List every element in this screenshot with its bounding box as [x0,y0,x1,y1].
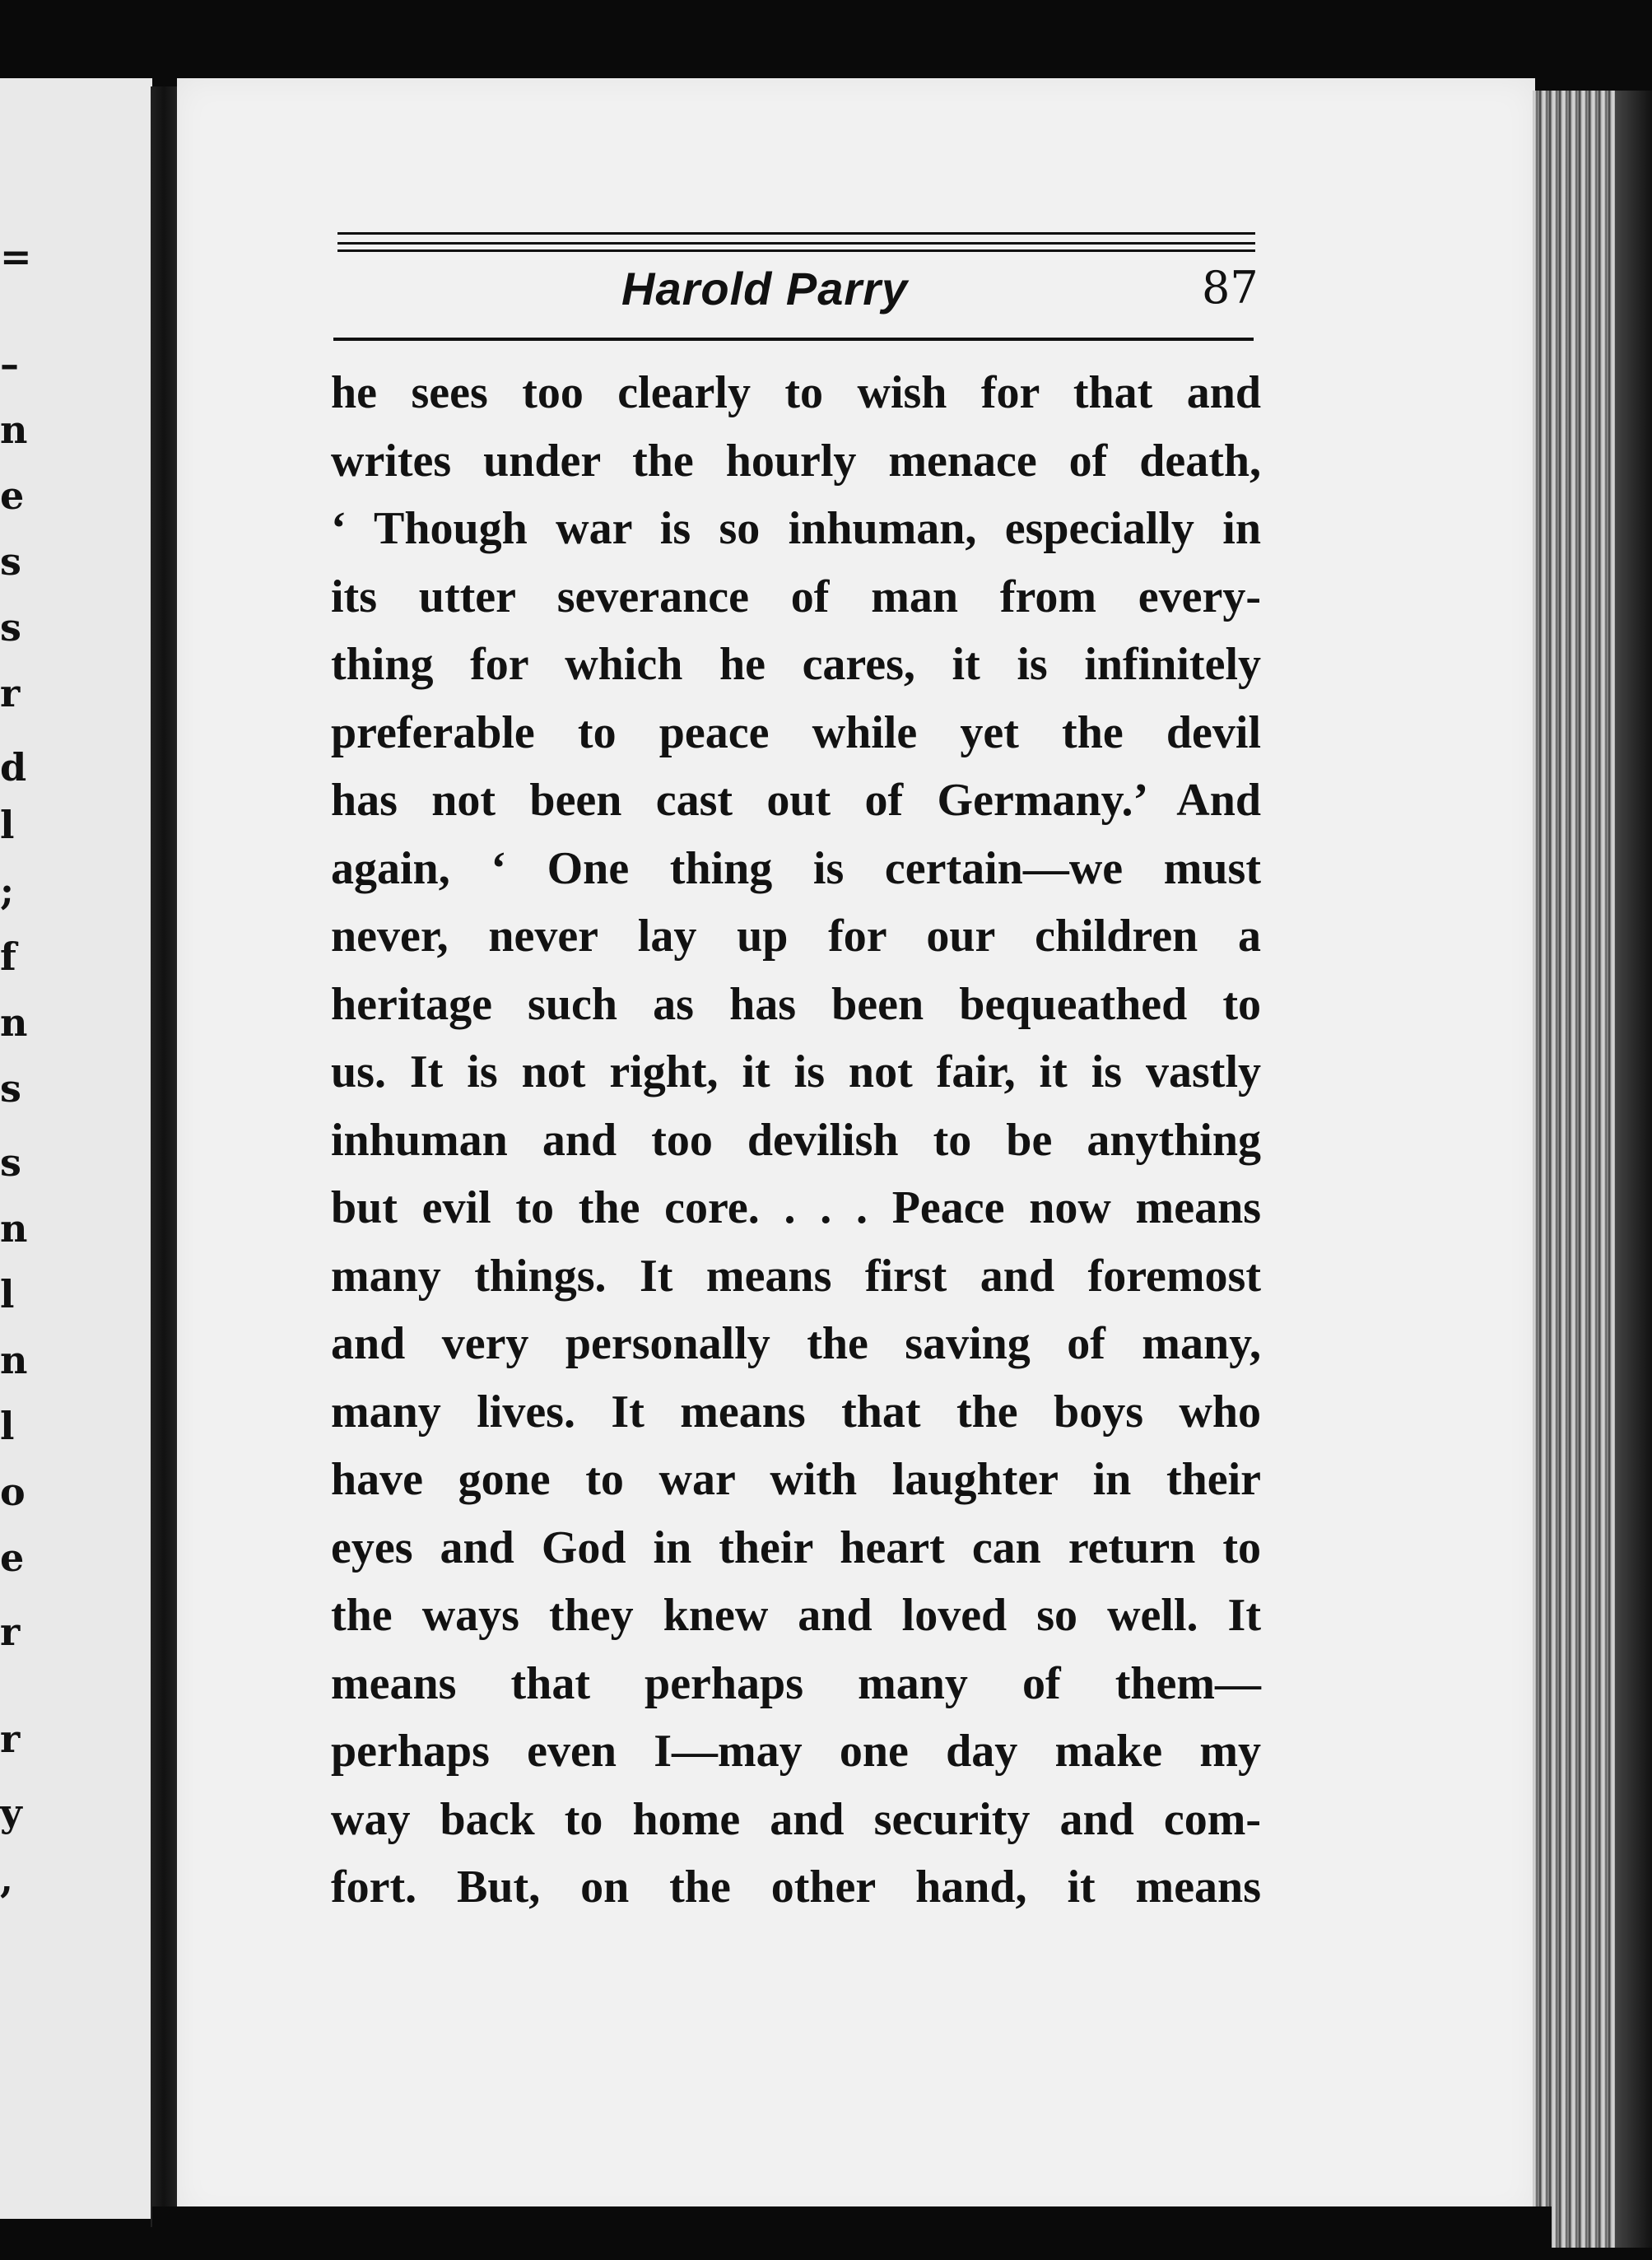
text-line: eyes and God in their heart can return to [331,1521,1261,1573]
left-page-fragment: s [0,605,21,650]
left-page-fragments [0,78,33,2219]
header-rule-third [337,249,1255,252]
header-rule-under [333,338,1254,341]
text-line: the ways they knew and loved so well. It [331,1590,1261,1641]
left-page-fragment: l [0,1272,15,1316]
left-page-fragment: ; [0,869,14,913]
left-page-fragment: n [0,1338,28,1382]
text-line: and very personally the saving of many, [331,1318,1261,1369]
left-page-fragment: e [0,1535,25,1580]
left-page-fragment: l [0,1404,15,1448]
left-page-fragment: r [0,671,21,715]
text-line: writes under the hourly menace of death, [331,435,1261,487]
text-line: perhaps even I—may one day make my [331,1726,1261,1777]
left-page-fragment: r [0,1610,21,1654]
text-line: many lives. It means that the boys who [331,1386,1261,1438]
bottom-shadow [152,2206,1552,2260]
text-line: heritage such as has been bequeathed to [331,978,1261,1030]
left-page-fragment: l [0,803,15,847]
left-page-fragment: – [0,342,19,386]
left-page-fragment: r [0,1717,21,1761]
left-page-fragment: n [0,408,28,452]
text-line: he sees too clearly to wish for that and [331,367,1261,418]
left-page-fragment: s [0,1140,21,1185]
left-page-fragment: o [0,1470,26,1514]
text-line: us. It is not right, it is not fair, it is vastly [331,1046,1261,1097]
left-page-fragment: s [0,1066,21,1111]
text-line: ‘ Though war is so inhuman, especially in [331,503,1261,554]
header-rule-double [337,232,1255,245]
left-page-fragment: n [0,1000,28,1045]
text-line: inhuman and too devilish to be anything [331,1114,1261,1166]
running-head: Harold Parry [621,263,909,315]
left-page-fragment: y [0,1791,22,1835]
text-line: have gone to war with laughter in their [331,1454,1261,1505]
left-page-edge [0,78,152,2219]
text-line: has not been cast out of Germany.’ And [331,775,1261,826]
left-page-fragment: = [0,235,32,279]
text-line: fort. But, on the other hand, it means [331,1862,1261,1913]
text-line: but evil to the core. . . . Peace now means [331,1182,1261,1233]
text-line: means that perhaps many of them— [331,1657,1261,1709]
text-line: preferable to peace while yet the devil [331,706,1261,758]
left-page-fragment: s [0,539,21,584]
text-line: never, never lay up for our children a [331,911,1261,962]
left-page-fragment: f [0,934,16,979]
text-line: again, ‘ One thing is certain—we must [331,842,1261,894]
text-line: many things. It means first and foremost [331,1250,1261,1302]
text-line: thing for which he cares, it is infinitely [331,639,1261,690]
text-line: its utter severance of man from every- [331,571,1261,622]
text-line: way back to home and security and com- [331,1793,1261,1845]
body-text [331,359,1261,1922]
left-page-fragment: , [0,1857,14,1901]
left-page-fragment: e [0,473,25,518]
left-page-fragment: d [0,745,27,790]
page-number: 87 [1202,262,1259,314]
left-page-fragment: n [0,1206,28,1251]
page-stack-edge [1533,91,1652,2248]
